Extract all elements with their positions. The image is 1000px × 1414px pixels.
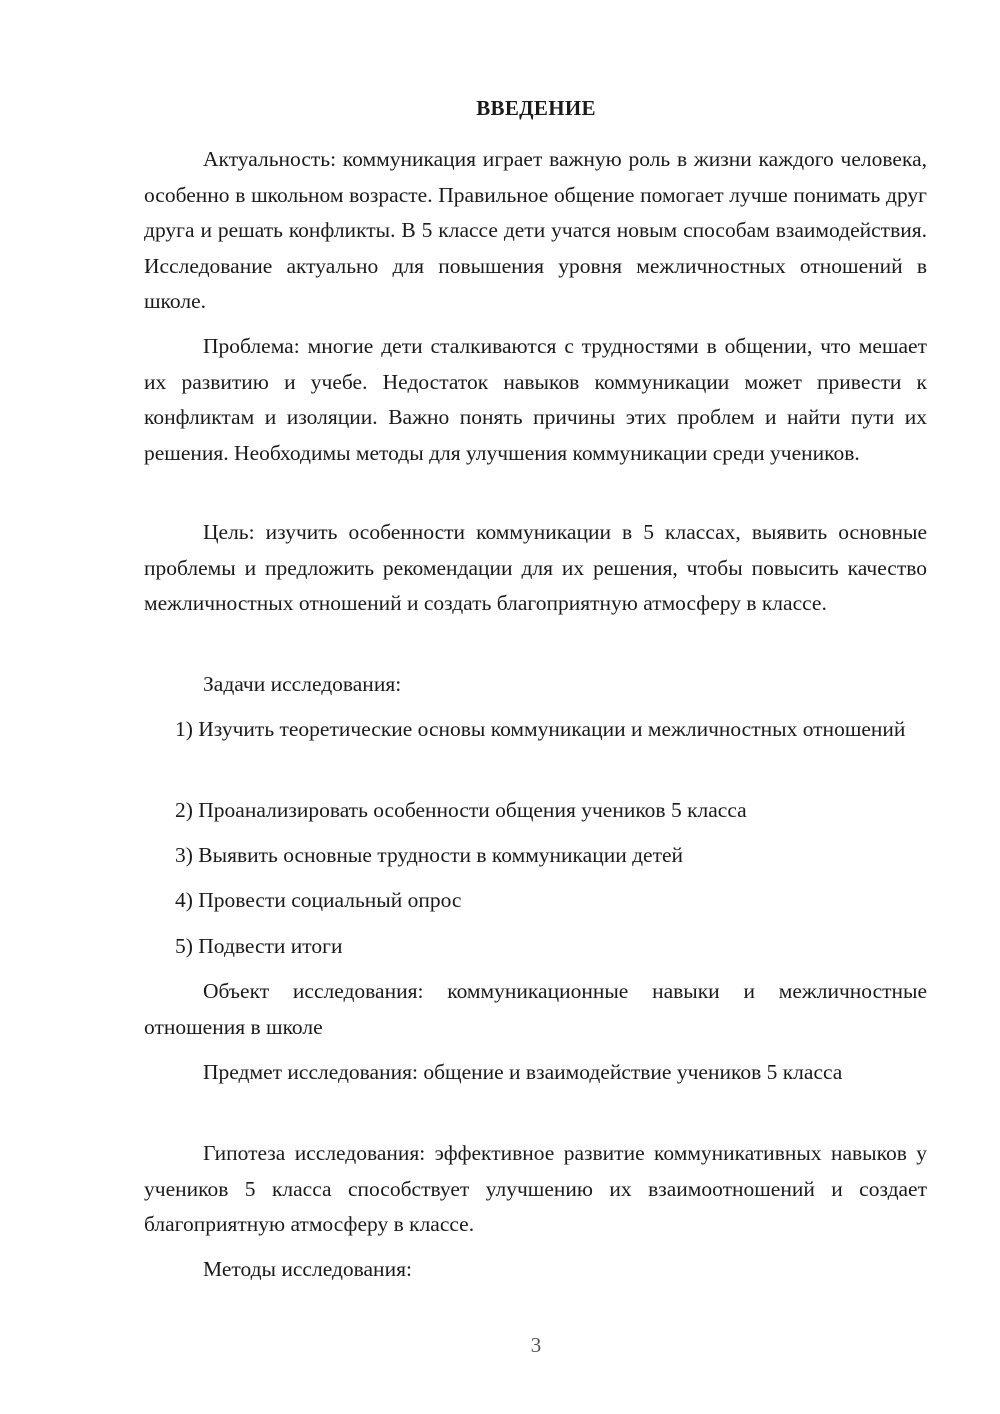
page-number: 3 <box>530 1333 542 1357</box>
relevance-paragraph: Актуальность: коммуникация играет важную роль в жизни каждого человека, особенно в школьном возрасте. Правильное общение помогает лучше понимать друг друга и решать конфликты. В 5 классе дети учатся новым способам взаимодействия. Исследование актуально для повышения уровня межличностных отношений в школе. <box>144 147 927 313</box>
hypothesis-paragraph: Гипотеза исследования: эффективное развитие коммуникативных навыков у учеников 5 класса способствует улучшению их взаимоотношений и создает благоприятную атмосферу в классе. <box>144 1141 927 1236</box>
task-item: 5) Подвести итоги <box>175 934 343 958</box>
methods-label: Методы исследования: <box>203 1257 412 1281</box>
problem-paragraph: Проблема: многие дети сталкиваются с трудностями в общении, что мешает их развитию и учебе. Недостаток навыков коммуникации может привести к конфликтам и изоляции. Важно понять причины этих проблем и найти пути их решения. Необходимы методы для улучшения коммуникации среди учеников. <box>144 334 927 465</box>
subject-paragraph: Предмет исследования: общение и взаимодействие учеников 5 класса <box>203 1060 843 1084</box>
page-title: ВВЕДЕНИЕ <box>476 96 596 120</box>
goal-paragraph: Цель: изучить особенности коммуникации в 5 классах, выявить основные проблемы и предложить рекомендации для их решения, чтобы повысить качество межличностных отношений и создать благоприятную атмосферу в классе. <box>144 520 927 615</box>
task-item: 4) Провести социальный опрос <box>175 888 462 912</box>
task-item: 1) Изучить теоретические основы коммуникации и межличностных отношений <box>175 717 906 741</box>
object-paragraph: Объект исследования: коммуникационные навыки и межличностные отношения в школе <box>144 979 927 1039</box>
tasks-label: Задачи исследования: <box>203 672 402 696</box>
task-item: 3) Выявить основные трудности в коммуникации детей <box>175 843 684 867</box>
task-item: 2) Проанализировать особенности общения учеников 5 класса <box>175 798 747 822</box>
